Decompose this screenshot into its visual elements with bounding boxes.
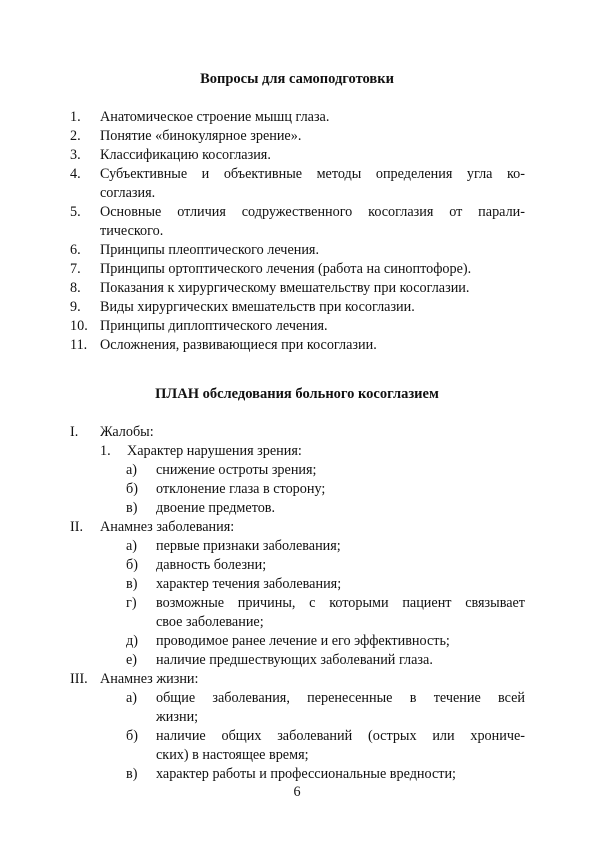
question-number: 8. [70,280,81,296]
question-text: Принципы плеоптического лечения. [100,242,319,258]
item-letter: в) [126,766,138,782]
question-number: 3. [70,147,81,163]
item-letter: б) [126,481,138,497]
item-letter: г) [126,595,137,611]
item-letter: а) [126,690,138,706]
item-text-continued: жизни; [156,709,199,725]
item-text: характер течения заболевания; [156,576,342,592]
item-text: первые признаки заболевания; [156,538,341,554]
section-number: I. [70,424,79,440]
question-text: Анатомическое строение мышц глаза. [100,109,330,125]
item-text: общие заболевания, перенесенные в течение всей [156,690,525,706]
question-text: Осложнения, развивающиеся при косоглазии. [100,337,377,353]
item-text: наличие общих заболеваний (острых или хрониче- [156,728,525,744]
plan-title: ПЛАН обследования больного косоглазием [155,386,439,402]
item-text: возможные причины, с которыми пациент связывает [156,595,525,611]
question-text: Субъективные и объективные методы определения угла ко- [100,166,525,182]
section-label: Анамнез жизни: [100,671,199,687]
question-text-continued: тического. [100,223,164,239]
question-text: Виды хирургических вмешательств при косоглазии. [100,299,415,315]
question-number: 1. [70,109,81,125]
question-text: Принципы диплоптического лечения. [100,318,328,334]
page-number: 6 [293,784,301,800]
item-letter: е) [126,652,138,668]
question-number: 2. [70,128,81,144]
item-text: проводимое ранее лечение и его эффективность; [156,633,450,649]
question-text: Понятие «бинокулярное зрение». [100,128,302,144]
subsection-label: Характер нарушения зрения: [127,443,302,459]
question-number: 5. [70,204,81,220]
question-text: Основные отличия содружественного косоглазия от парали- [100,204,525,220]
section-label: Жалобы: [100,424,154,440]
question-number: 11. [70,337,88,353]
question-number: 6. [70,242,81,258]
item-letter: а) [126,538,138,554]
question-number: 10. [70,318,88,334]
question-number: 4. [70,166,81,182]
section-number: III. [70,671,88,687]
question-text: Показания к хирургическому вмешательству при косоглазии. [100,280,470,296]
item-letter: б) [126,557,138,573]
item-text: снижение остроты зрения; [156,462,317,478]
item-text: отклонение глаза в сторону; [156,481,326,497]
questions-title: Вопросы для самоподготовки [200,71,394,87]
subsection-number: 1. [100,443,111,459]
item-letter: б) [126,728,138,744]
section-label: Анамнез заболевания: [100,519,235,535]
question-text: Классификацию косоглазия. [100,147,271,163]
item-letter: д) [126,633,138,649]
item-letter: в) [126,576,138,592]
question-text: Принципы ортоптического лечения (работа на синоптофоре). [100,261,472,277]
question-number: 9. [70,299,81,315]
item-text: давность болезни; [156,557,267,573]
item-text: характер работы и профессиональные вредности; [156,766,457,782]
item-text-continued: свое заболевание; [156,614,264,630]
item-text-continued: ских) в настоящее время; [156,747,309,763]
question-text-continued: соглазия. [100,185,156,201]
item-letter: в) [126,500,138,516]
question-number: 7. [70,261,81,277]
item-letter: а) [126,462,138,478]
item-text: наличие предшествующих заболеваний глаза. [156,652,433,668]
section-number: II. [70,519,83,535]
item-text: двоение предметов. [156,500,276,516]
